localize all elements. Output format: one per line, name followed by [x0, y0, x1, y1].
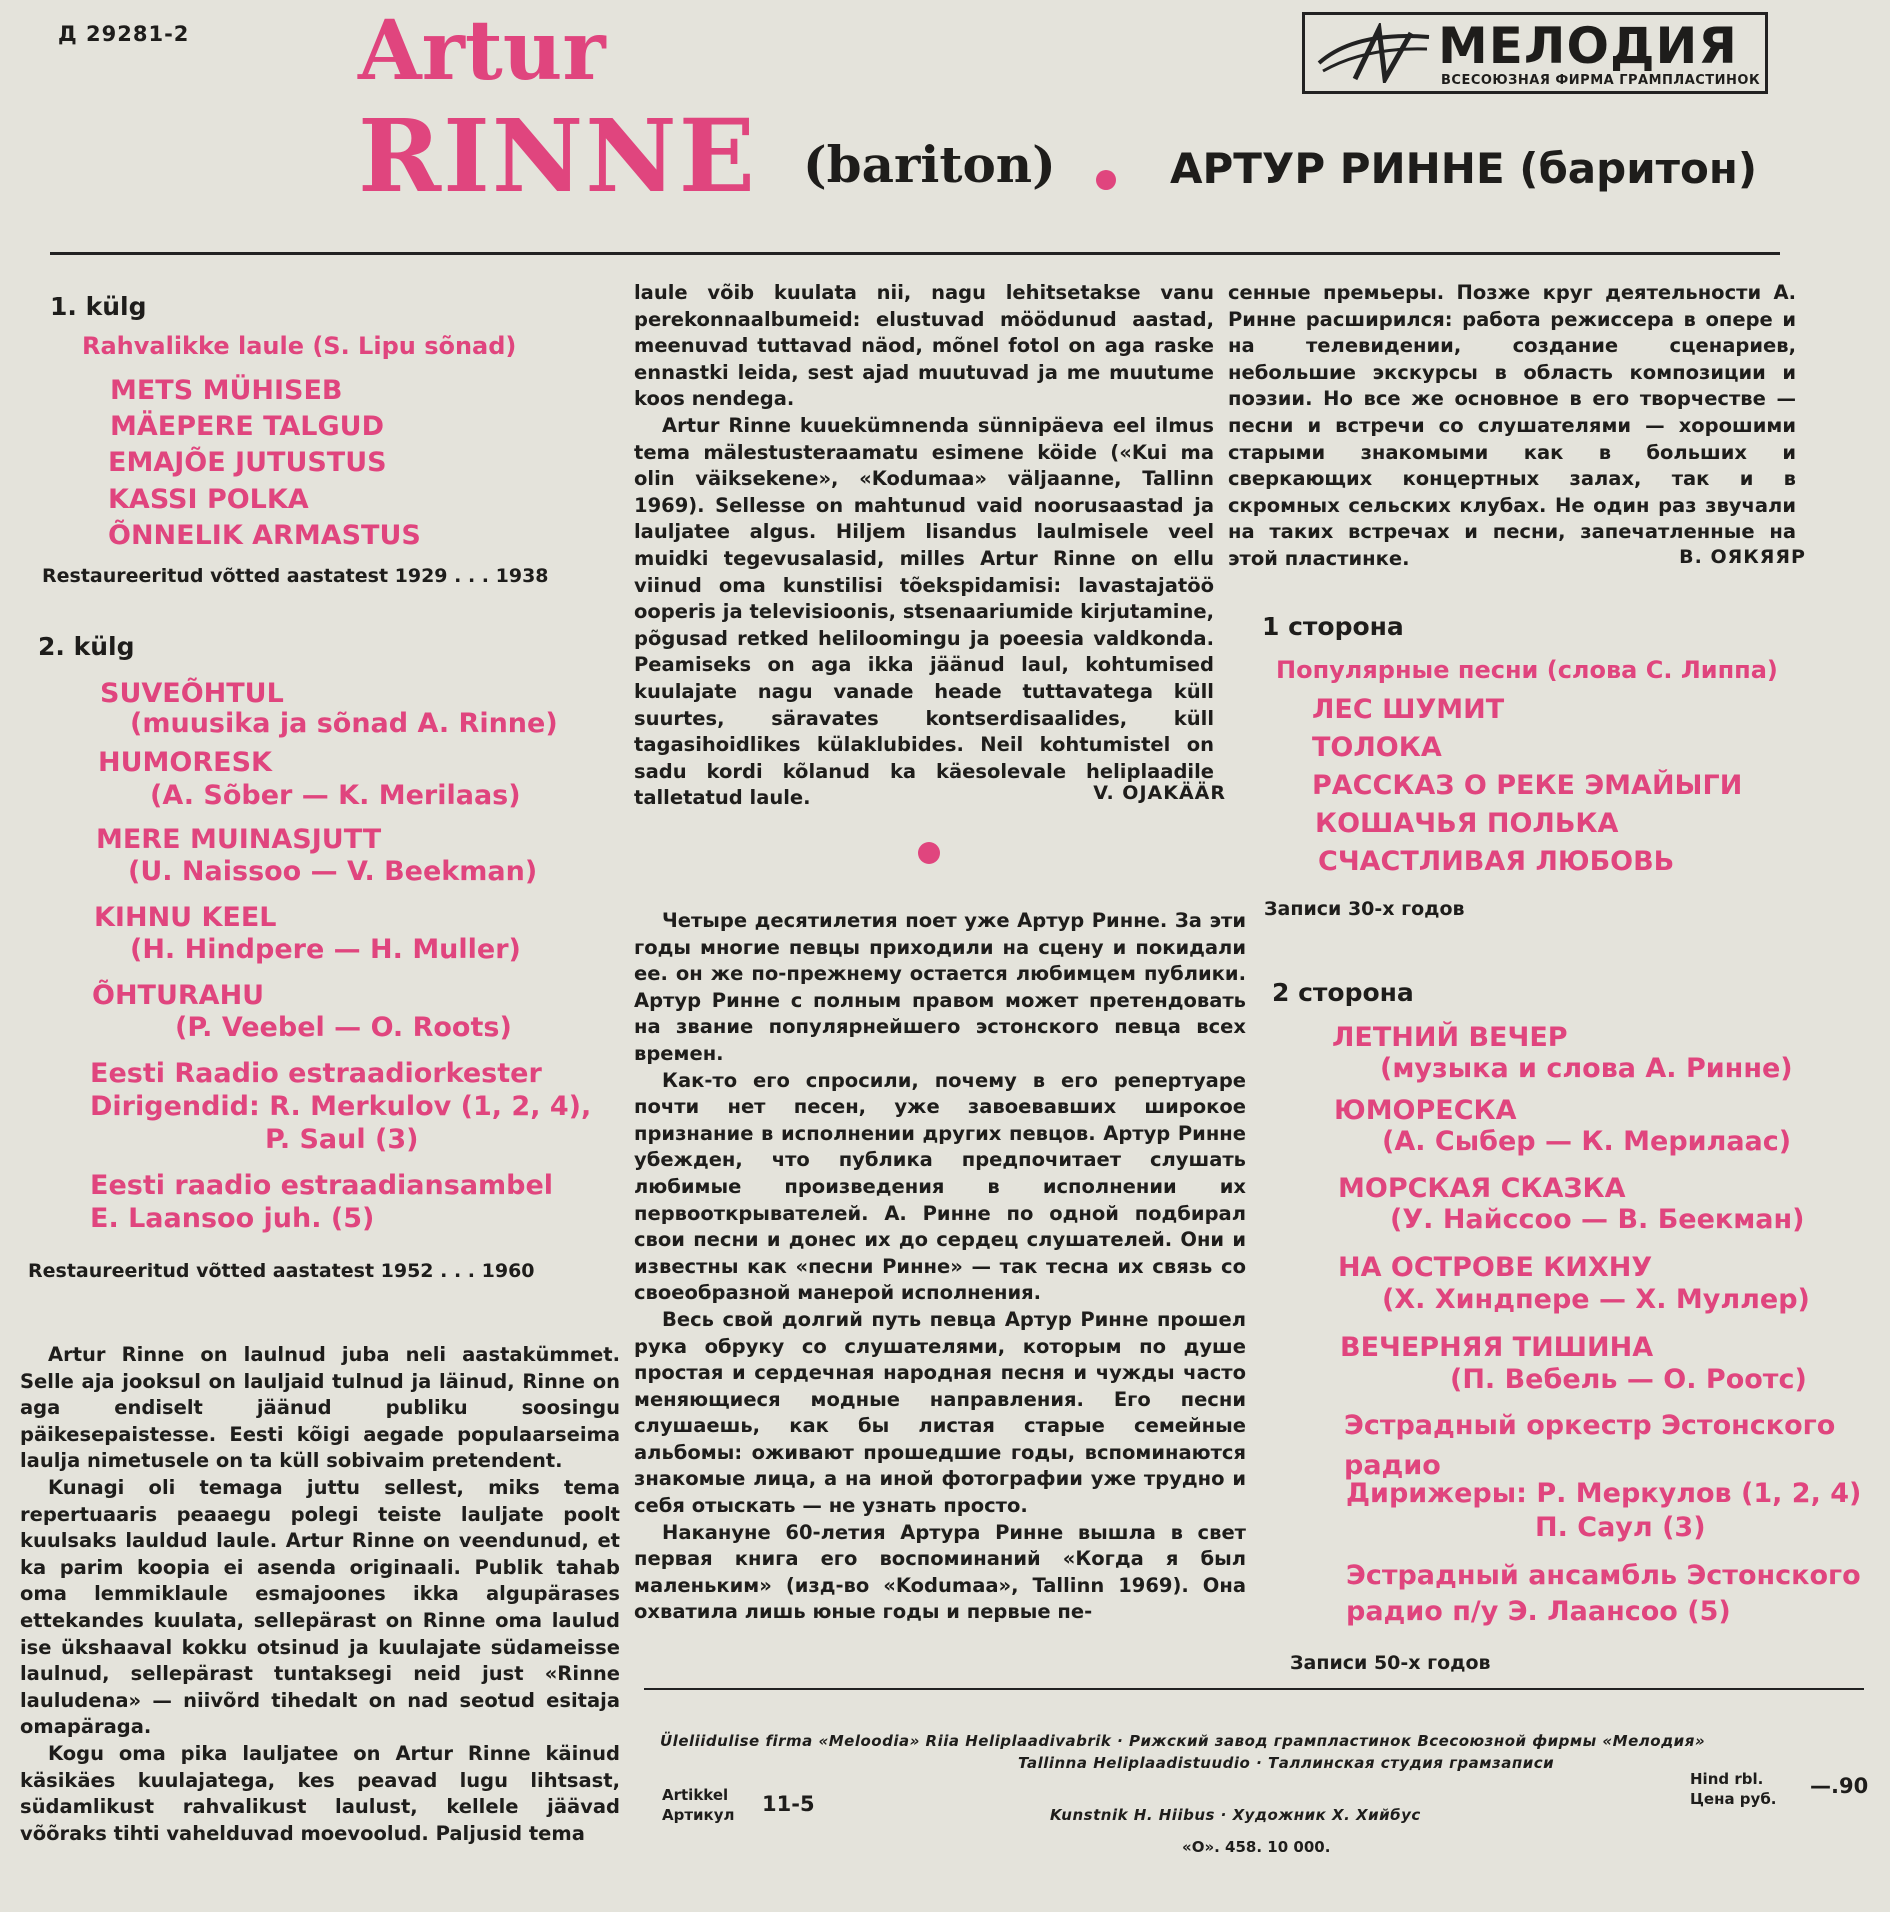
- ru-ensemble-leader: радио п/у Э. Лаансоо (5): [1346, 1596, 1731, 1627]
- price-label-ru: Цена руб.: [1690, 1790, 1777, 1808]
- ru-side1-song: ЛЕС ШУМИТ: [1312, 694, 1505, 725]
- et-ensemble-name: Eesti raadio estraadiansambel: [90, 1170, 554, 1201]
- ru-side1-note: Записи 30-х годов: [1264, 898, 1465, 920]
- et-side1-song: METS MÜHISEB: [110, 375, 343, 406]
- et-orchestra-name: Eesti Raadio estraadiorkester: [90, 1058, 542, 1089]
- catalog-number: Д 29281-2: [58, 22, 190, 46]
- pink-separator-icon: [918, 842, 940, 864]
- ru-ensemble-name: Эстрадный ансамбль Эстонского: [1346, 1560, 1861, 1591]
- ru-paragraph: Четыре десятилетия поет уже Артур Ринне. За эти годы многие певцы приходили на сцену и покидали ее. он же по-прежнему остается любимцем публики. Артур Ринне с полным правом может претендовать на звание популярнейшего эстонского певца всех времен.: [634, 909, 1246, 1065]
- article-value: 11-5: [762, 1792, 815, 1816]
- et-side1-song: EMAJÕE JUTUSTUS: [108, 447, 387, 478]
- ru-side1-heading: 1 сторона: [1262, 612, 1404, 641]
- voice-type: (bariton): [803, 135, 1056, 194]
- ru-side2-note: Записи 50-х годов: [1290, 1652, 1491, 1674]
- et-side2-song-title: ÕHTURAHU: [92, 980, 265, 1011]
- et-side1-group: Rahvalikke laule (S. Lipu sõnad): [82, 332, 517, 360]
- ru-paragraph: Как-то его спросили, почему в его репертуаре почти нет песен, уже завоевавших широкое признание в исполнении других певцов. Артур Ринне убежден, что публика предпочитает слушать любимые произведения в исполнении их первооткрывателей. А. Ринне по одной подбирал свои песни и донес их до сердец слушателей. Они и известны как «песни Ринне» — так тесна их связь со своеобразной манерой исполнения.: [634, 1068, 1246, 1305]
- et-side2-song-credits: (U. Naissoo — V. Beekman): [128, 856, 538, 887]
- price-label-et: Hind rbl.: [1690, 1770, 1764, 1788]
- ru-text-column-1: [634, 908, 1246, 1626]
- et-signature: V. OJAKÄÄR: [1093, 782, 1226, 804]
- ru-signature: В. ОЯКЯЯР: [1679, 546, 1806, 568]
- et-paragraph: Kunagi oli temaga juttu sellest, miks tema repertuaaris peaaegu polegi teiste lauljate poolt kuulsaks lauldud laule. Artur Rinne on veendunud, et ka parim koopia ei asenda originaali. Publik tahab oma lemmiklaule esmajoones ikka algupärases ettekandes kuulata, sellepärast on Rinne oma laulud ise ükshaaval kokku otsinud ja kuulajate südameisse laulnud, sellepärast tuntaksegi neid just «Rinne lauludena» — niivõrd tihedalt on nad seotud esitaja omapäraga.: [20, 1475, 620, 1739]
- artist-credit: Kunstnik H. Hiibus · Художник Х. Хийбус: [1050, 1806, 1421, 1824]
- et-side2-heading: 2. külg: [38, 632, 135, 661]
- label-name: МЕЛОДИЯ: [1438, 17, 1738, 75]
- ru-side2-song-credits: (У. Найссоо — В. Беекман): [1390, 1204, 1805, 1235]
- et-side2-song-credits: (H. Hindpere — H. Muller): [130, 934, 521, 965]
- et-orchestra-conductors: Dirigendid: R. Merkulov (1, 2, 4),: [90, 1091, 592, 1122]
- et-side1-song: MÄEPERE TALGUD: [110, 411, 384, 442]
- title-last-name: RINNE: [358, 97, 757, 215]
- pink-bullet-icon: [1096, 170, 1116, 190]
- et-side2-song-credits: (A. Sõber — K. Merilaas): [150, 780, 521, 811]
- label-subtitle: ВСЕСОЮЗНАЯ ФИРМА ГРАМПЛАСТИНОК: [1441, 73, 1761, 88]
- et-ensemble-leader: E. Laansoo juh. (5): [90, 1203, 375, 1234]
- ru-side1-song: КОШАЧЬЯ ПОЛЬКА: [1315, 808, 1619, 839]
- ru-orchestra-name-cont: радио: [1344, 1450, 1441, 1481]
- et-side2-song-credits: (muusika ja sõnad A. Rinne): [130, 708, 558, 739]
- ru-paragraph: сенные премьеры. Позже круг деятельности А. Ринне расширился: работа режиссера в опере и на телевидении, создание сценариев, небольшие экскурсы в область композиции и поэзии. Но все же основное в его творчестве — песни и встречи со слушателями — хорошими старыми знакомыми как в больших и сверкающих концертных залах, так и в скромных сельских клубах. Не один раз звучали на таких встречах и песни, запечатленные на этой пластинке.: [1228, 281, 1796, 570]
- ru-orchestra-conductor2: П. Саул (3): [1535, 1512, 1706, 1543]
- ru-side2-song-title: НА ОСТРОВЕ КИХНУ: [1338, 1252, 1653, 1283]
- ru-side2-heading: 2 сторона: [1272, 978, 1414, 1007]
- ru-side2-song-credits: (П. Вебель — О. Роотс): [1450, 1364, 1807, 1395]
- ru-side1-song: ТОЛОКА: [1312, 732, 1442, 763]
- print-info: «О». 458. 10 000.: [1182, 1838, 1331, 1856]
- ru-orchestra-name: Эстрадный оркестр Эстонского: [1344, 1410, 1836, 1441]
- russian-title: АРТУР РИННЕ (баритон): [1170, 144, 1758, 193]
- et-paragraph: laule võib kuulata nii, nagu lehitsetakse vanu perekonnaalbumeid: elustuvad möödunud aastad, meenuvad tuttavad näod, mõnel fotol on aga raske ennastki leida, sest ajad muutuvad ja me muutume koos nendega.: [634, 281, 1214, 411]
- ru-side2-song-credits: (Х. Хиндпере — Х. Муллер): [1382, 1284, 1810, 1315]
- et-side2-song-title: SUVEÕHTUL: [100, 678, 284, 709]
- et-side2-song-title: MERE MUINASJUTT: [96, 824, 382, 855]
- header-divider: [50, 252, 1780, 255]
- ru-paragraph: Накануне 60-летия Артура Ринне вышла в свет первая книга его воспоминаний «Когда я был маленьким» (изд-во «Kodumaa», Tallinn 1969). Она охватила лишь юные годы и первые пе-: [634, 1520, 1246, 1624]
- ru-side1-song: СЧАСТЛИВАЯ ЛЮБОВЬ: [1318, 846, 1675, 877]
- ru-paragraph: Весь свой долгий путь певца Артур Ринне прошел рука обруку со слушателями, которым по душе простая и сердечная народная песня и чужды часто меняющиеся модные направления. Его песни слушаешь, как бы листая старые семейные альбомы: оживают прошедшие годы, вспоминаются знакомые лица, а на иной фотографии уже трудно и себя отыскать — не узнать просто.: [634, 1307, 1246, 1518]
- et-side2-song-title: KIHNU KEEL: [94, 902, 277, 933]
- et-paragraph: Artur Rinne kuuekümnenda sünnipäeva eel ilmus tema mälestusteraamatu esimene köide («Kui ma olin väiksekene», «Kodumaa» väljaanne, Tallinn 1969). Sellesse on mahtunud vaid noorusaastad ja lauljatee algus. Hiljem lisandus laulmisele veel muidki tegevusalasid, milles Artur Rinne on ellu viinud oma kunstilisi tõekspidamisi: lavastajatöö ooperis ja televisioonis, stsenaariumide kirjutamine, põgusad retked heliloomingu ja poeesia valdkonda. Peamiseks on aga ikka jäänud laul, kohtumised kuulajate nagu vanade heade tuttavatega küll suurtes, säravates kontserdisaalides, küll tagasihoidlikes külaklubides. Neil kohtumistel on sadu kordi kõlanud ka käesolevale heliplaadile talletatud laule.: [634, 413, 1214, 810]
- article-label-et: Artikkel: [662, 1786, 729, 1804]
- melodiya-logo: [1302, 12, 1768, 94]
- melodiya-emblem-icon: [1315, 23, 1433, 83]
- ru-side2-song-credits: (музыка и слова А. Ринне): [1380, 1053, 1793, 1084]
- et-side2-song-title: HUMORESK: [98, 747, 272, 778]
- et-side1-song: ÕNNELIK ARMASTUS: [108, 520, 421, 551]
- footer-manufacturer: Üleliidulise firma «Meloodia» Riia Heliplaadivabrik · Рижский завод грампластинок Всесоюзной фирмы «Мелодия»: [660, 1732, 1706, 1750]
- ru-text-column-2: [1228, 280, 1796, 573]
- ru-side2-song-credits: (А. Сыбер — К. Мерилаас): [1382, 1126, 1792, 1157]
- ru-side2-song-title: ЛЕТНИЙ ВЕЧЕР: [1332, 1022, 1568, 1053]
- footer-divider: [644, 1688, 1864, 1690]
- et-side1-song: KASSI POLKA: [108, 484, 309, 515]
- et-side1-note: Restaureeritud võtted aastatest 1929 . . . 1938: [42, 565, 549, 587]
- et-side2-song-credits: (P. Veebel — O. Roots): [175, 1012, 512, 1043]
- footer-studio: Tallinna Heliplaadistuudio · Таллинская студия грамзаписи: [1018, 1754, 1555, 1772]
- et-text-column-1: [20, 1342, 620, 1847]
- title-first-name: Artur: [358, 3, 606, 99]
- ru-side2-song-title: ЮМОРЕСКА: [1334, 1095, 1517, 1126]
- article-label-ru: Артикул: [662, 1806, 735, 1824]
- ru-orchestra-conductors: Дирижеры: Р. Меркулов (1, 2, 4): [1346, 1478, 1862, 1509]
- ru-side2-song-title: ВЕЧЕРНЯЯ ТИШИНА: [1340, 1332, 1654, 1363]
- et-side1-heading: 1. külg: [50, 292, 147, 321]
- ru-side2-song-title: МОРСКАЯ СКАЗКА: [1338, 1173, 1626, 1204]
- ru-side1-group: Популярные песни (слова С. Липпа): [1276, 656, 1778, 684]
- et-text-column-2: [634, 280, 1214, 812]
- et-side2-note: Restaureeritud võtted aastatest 1952 . . . 1960: [28, 1260, 535, 1282]
- price-value: —.90: [1810, 1774, 1869, 1798]
- et-paragraph: Kogu oma pika lauljatee on Artur Rinne käinud käsikäes kuulajatega, kes peavad lugu lihtsast, südamlikust rahvalikust laulust, kellele jäävad võõraks tihti vahelduvad moevoolud. Paljusid tema: [20, 1741, 620, 1845]
- ru-side1-song: РАССКАЗ О РЕКЕ ЭМАЙЫГИ: [1312, 770, 1743, 801]
- et-orchestra-conductor2: P. Saul (3): [265, 1124, 419, 1155]
- et-paragraph: Artur Rinne on laulnud juba neli aastakümmet. Selle aja jooksul on lauljaid tulnud ja läinud, Rinne on aga endiselt jäänud publiku soosingu päikesepaistesse. Eesti kõigi aegade populaarseima laulja nimetusele on ta küll sobivaim pretendent.: [20, 1343, 620, 1473]
